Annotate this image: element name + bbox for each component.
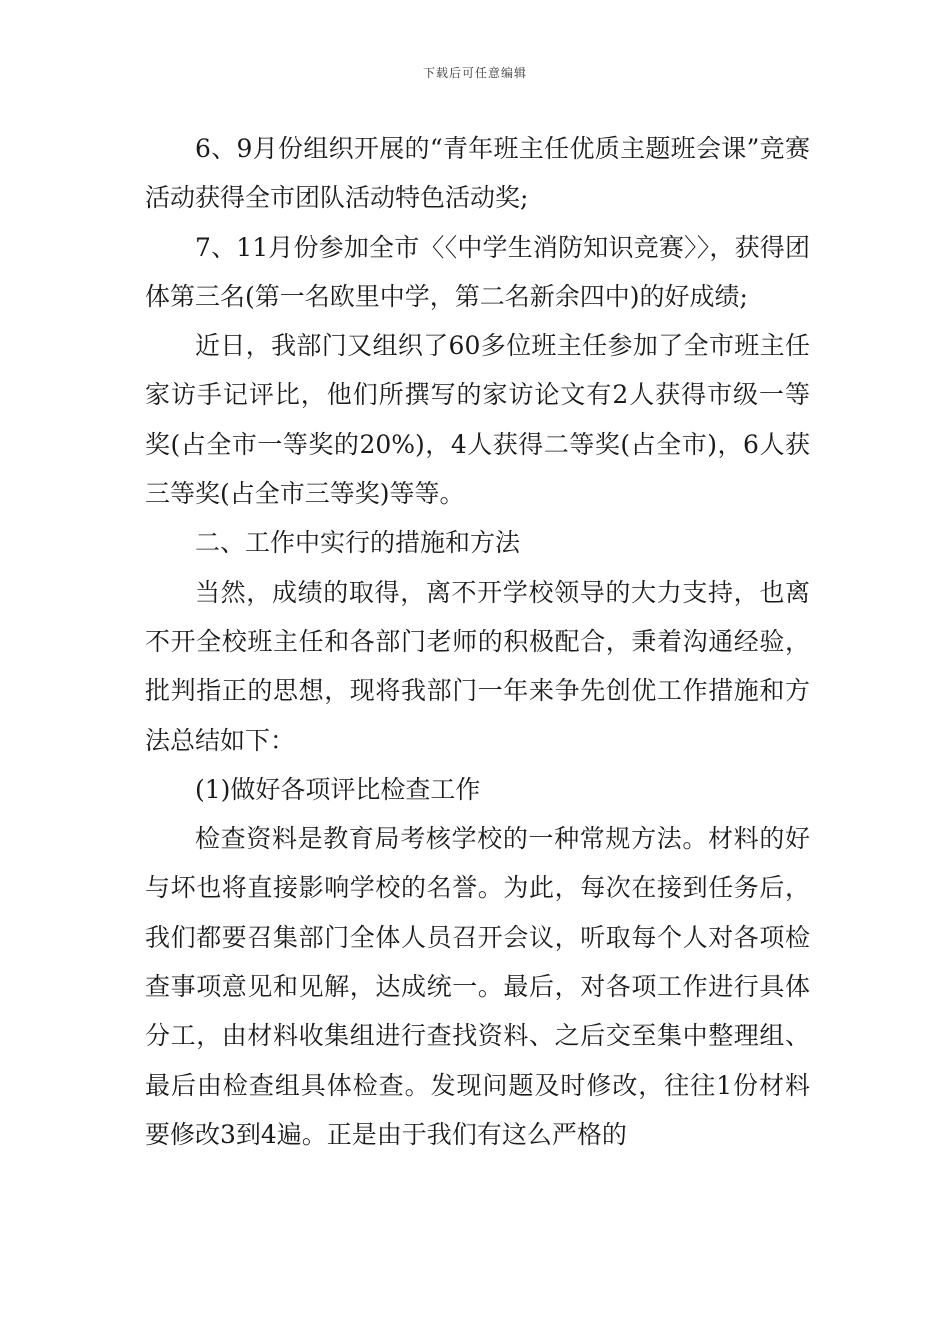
subheading-inspection-work: (1)做好各项评比检查工作: [195, 774, 481, 804]
section-heading-measures: 二、工作中实行的措施和方法: [195, 528, 521, 558]
paragraph-inspection-details: 检查资料是教育局考核学校的一种常规方法。材料的好与坏也将直接影响学校的名誉。为此，每次在接到任务后，我们都要召集部门全体人员召开会议，听取每个人对各项检查事项意见和见解，达成统一。最后，对各项工作进行具体分工，由材料收集组进行查找资料、之后交至集中整理组、最后由检查组具体检查。发现问题及时修改，往往1份材料要修改3到4遍。正是由于我们有这么严格的: [145, 824, 810, 1149]
paragraph-measures-intro: 当然，成绩的取得，离不开学校领导的大力支持，也离不开全校班主任和各部门老师的积极配合，秉着沟通经验，批判指正的思想，现将我部门一年来争先创优工作措施和方法总结如下：: [145, 577, 810, 755]
document-body: [145, 124, 810, 1159]
header-note: 下载后可任意编辑: [422, 66, 527, 80]
paragraph-home-visit-evaluation: 近日，我部门又组织了60多位班主任参加了全市班主任家访手记评比，他们所撰写的家访论文有2人获得市级一等奖(占全市一等奖的20%)，4人获得二等奖(占全市)，6人获三等奖(占全市三等奖)等等。: [145, 331, 810, 509]
paragraph-award-fire-safety: 7、11月份参加全市〈〈中学生消防知识竞赛〉〉，获得团体第三名(第一名欧里中学，第二名新余四中)的好成绩;: [145, 232, 810, 311]
paragraph-award-class-meeting: 6、9月份组织开展的“青年班主任优质主题班会课”竞赛活动获得全市团队活动特色活动奖;: [145, 134, 810, 213]
